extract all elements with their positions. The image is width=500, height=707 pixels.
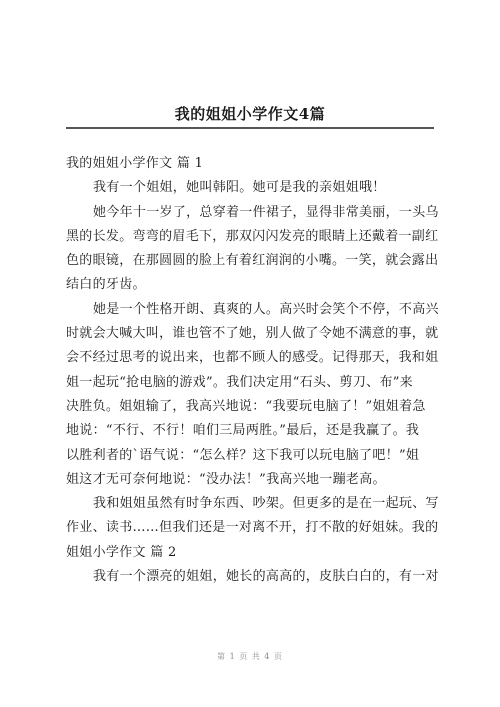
text-line: 黑的长发。弯弯的眉毛下，那双闪闪发亮的眼睛上还戴着一副红 xyxy=(66,228,439,244)
text-line: 地说：“不行、不行！咱们三局两胜。”最后，还是我赢了。我 xyxy=(66,423,420,439)
text-line: 我有一个姐姐，她叫韩阳。她可是我的亲姐姐哦！ xyxy=(93,180,386,196)
text-line: 我和姐姐虽然有时争东西、吵架。但更多的是在一起玩、写 xyxy=(93,496,439,512)
text-line: 我的姐姐小学作文 篇 1 xyxy=(66,156,204,171)
text-line: 色的眼镜，在那圆圆的脸上有着红润润的小嘴。一笑，就会露出 xyxy=(66,253,439,269)
page-footer: 第 1 页 共 4 页 xyxy=(217,652,283,661)
text-line: 结白的牙齿。 xyxy=(66,277,146,293)
text-line: 决胜负。姐姐输了，我高兴地说：“我要玩电脑了！”姐姐着急 xyxy=(66,398,426,414)
document-body xyxy=(66,152,440,589)
text-line: 姐一起玩“抢电脑的游戏”。我们决定用“石头、剪刀、布”来 xyxy=(66,374,413,390)
title-divider xyxy=(66,127,434,129)
text-line: 时就会大喊大叫，谁也管不了她，别人做了令她不满意的事，就 xyxy=(66,326,439,342)
text-line: 以胜利者的`语气说：“怎么样？这下我可以玩电脑了吧！”姐 xyxy=(66,447,420,463)
text-line: 会不经过思考的说出来，也都不顾人的感受。记得那天，我和姐 xyxy=(66,350,439,366)
text-line: 她是一个性格开朗、真爽的人。高兴时会笑个不停，不高兴 xyxy=(93,301,439,317)
text-line: 她今年十一岁了，总穿着一件裙子，显得非常美丽，一头乌 xyxy=(93,204,439,220)
text-line: 我有一个漂亮的姐姐，她长的高高的，皮肤白白的，有一对 xyxy=(93,569,439,585)
text-line: 作业、读书……但我们还是一对离不开，打不散的好姐妹。我的 xyxy=(66,520,439,536)
text-line: 姐姐小学作文 篇 2 xyxy=(66,544,177,560)
page-title: 我的姐姐小学作文4篇 xyxy=(174,105,326,123)
text-line: 姐这才无可奈何地说：“没办法！”我高兴地一蹦老高。 xyxy=(66,471,386,487)
